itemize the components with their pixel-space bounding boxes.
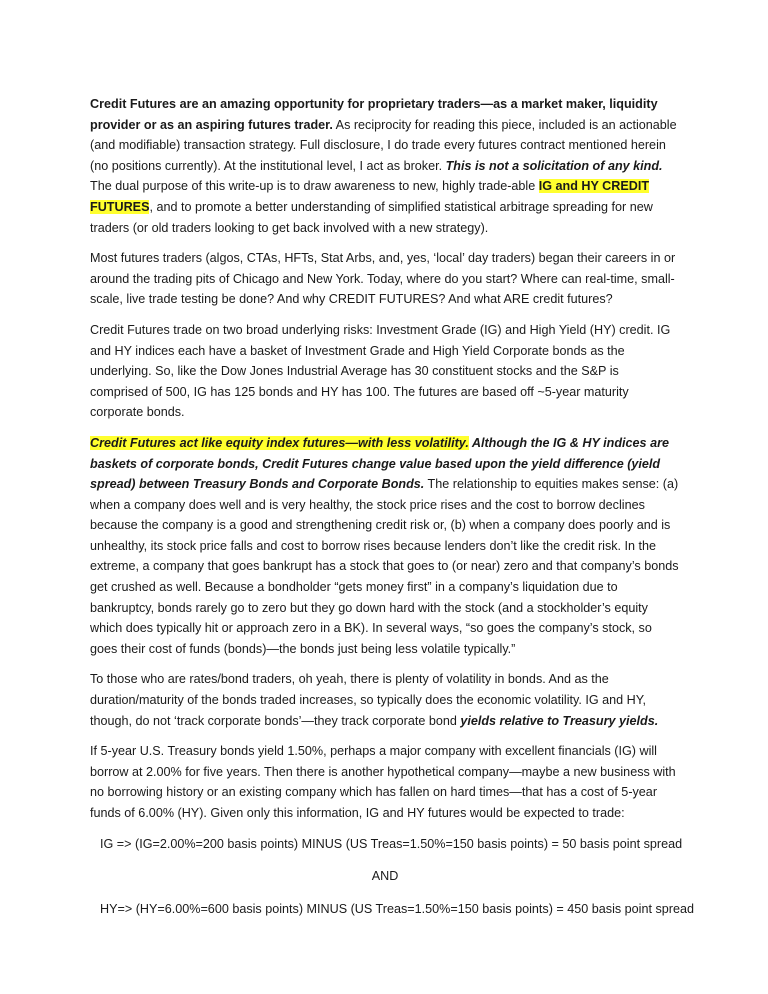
and-label: AND	[371, 869, 399, 884]
hy-spread-formula: HY=> (HY=6.00%=600 basis points) MINUS (US Treas=1.50%=150 basis points) = 450 basis point spread	[100, 901, 694, 916]
intro-lead-bold: Credit Futures are an amazing opportunity for proprietary traders—as a market maker, liquidity provider or as an aspiring futures trader.	[90, 97, 658, 132]
equity-comparison-paragraph	[90, 433, 680, 660]
disclaimer-bold-italic: This is not a solicitation of any kind.	[445, 158, 663, 173]
futures-traders-paragraph: Most futures traders (algos, CTAs, HFTs, Stat Arbs, and, yes, ‘local’ day traders) began their careers in or around the trading pits of Chicago and New York. Today, where do you start? Where can real-time, small-scale, live trade testing be done? And why CREDIT FUTURES? And what ARE credit futures?	[90, 251, 676, 307]
rates-traders-text: To those who are rates/bond traders, oh yeah, there is plenty of volatility in bonds. And as the duration/maturity of the bonds traded increases, so typically does the economic volatility. IG and HY, though, do not ‘track corporate bonds’—they track corporate bond	[90, 672, 647, 728]
intro-text-c: , and to promote a better understanding of simplified statistical arbitrage spreading for new traders (or old traders looking to get back involved with a new strategy).	[90, 199, 653, 235]
intro-text-a: As reciprocity for reading this piece, included is an actionable (and modifiable) transaction strategy. Full disclosure, I do trade every futures contract mentioned herein (no positions currently). At the institutional level, I act as broker.	[90, 117, 677, 173]
ig-spread-formula: IG => (IG=2.00%=200 basis points) MINUS (US Treas=1.50%=150 basis points) = 50 basis point spread	[100, 836, 683, 851]
intro-text-b: The dual purpose of this write-up is to draw awareness to new, highly trade-able	[90, 179, 539, 194]
volatility-highlight: Credit Futures act like equity index futures—with less volatility.	[90, 435, 469, 450]
underlying-risks-paragraph: Credit Futures trade on two broad underlying risks: Investment Grade (IG) and High Yield (HY) credit. IG and HY indices each have a basket of Investment Grade and High Yield Corporate bonds as the underlying. So, like the Dow Jones Industrial Average has 30 constituent stocks and the S&P is comprised of 500, IG has 125 bonds and HY has 100. The futures are based off ~5-year maturity corporate bonds.	[90, 322, 671, 420]
yields-relative-bold-italic: yields relative to Treasury yields.	[460, 713, 659, 728]
yield-spread-bold-italic: Although the IG & HY indices are baskets of corporate bonds, Credit Futures change value based upon the yield difference (yield spread) between Treasury Bonds and Corporate Bonds.	[90, 435, 669, 492]
rates-traders-paragraph	[90, 669, 680, 731]
treasury-example-paragraph: If 5-year U.S. Treasury bonds yield 1.50%, perhaps a major company with excellent financials (IG) will borrow at 2.00% for five years. Then there is another hypothetical company—maybe a new business with no borrowing history or an existing company which has fallen on hard times—that has a cost of 5-year funds of 6.00% (HY). Given only this information, IG and HY futures would be expected to trade:	[90, 744, 676, 820]
equity-comparison-text: The relationship to equities makes sense: (a) when a company does well and is very healthy, the stock price rises and the cost to borrow declines because the company is a good and strengthening credit risk or, (b) when a company does poorly and is unhealthy, its stock price falls and cost to borrow rises because lenders don’t like the credit risk. In the extreme, a company that goes bankrupt has a stock that goes to (or near) zero and that company’s bonds get crushed as well. Because a bondholder “gets money first” in a company’s liquidation due to bankruptcy, bonds rarely go to zero but they go down hard with the stock (and a stockholder’s equity which does typically hit or approach zero in a BK). In several ways, “so goes the company’s stock, so goes their cost of funds (bonds)—the bonds just being less volatile typically.”	[90, 477, 679, 656]
ig-hy-highlight: IG and HY CREDIT FUTURES	[90, 179, 650, 214]
intro-paragraph	[90, 94, 680, 238]
